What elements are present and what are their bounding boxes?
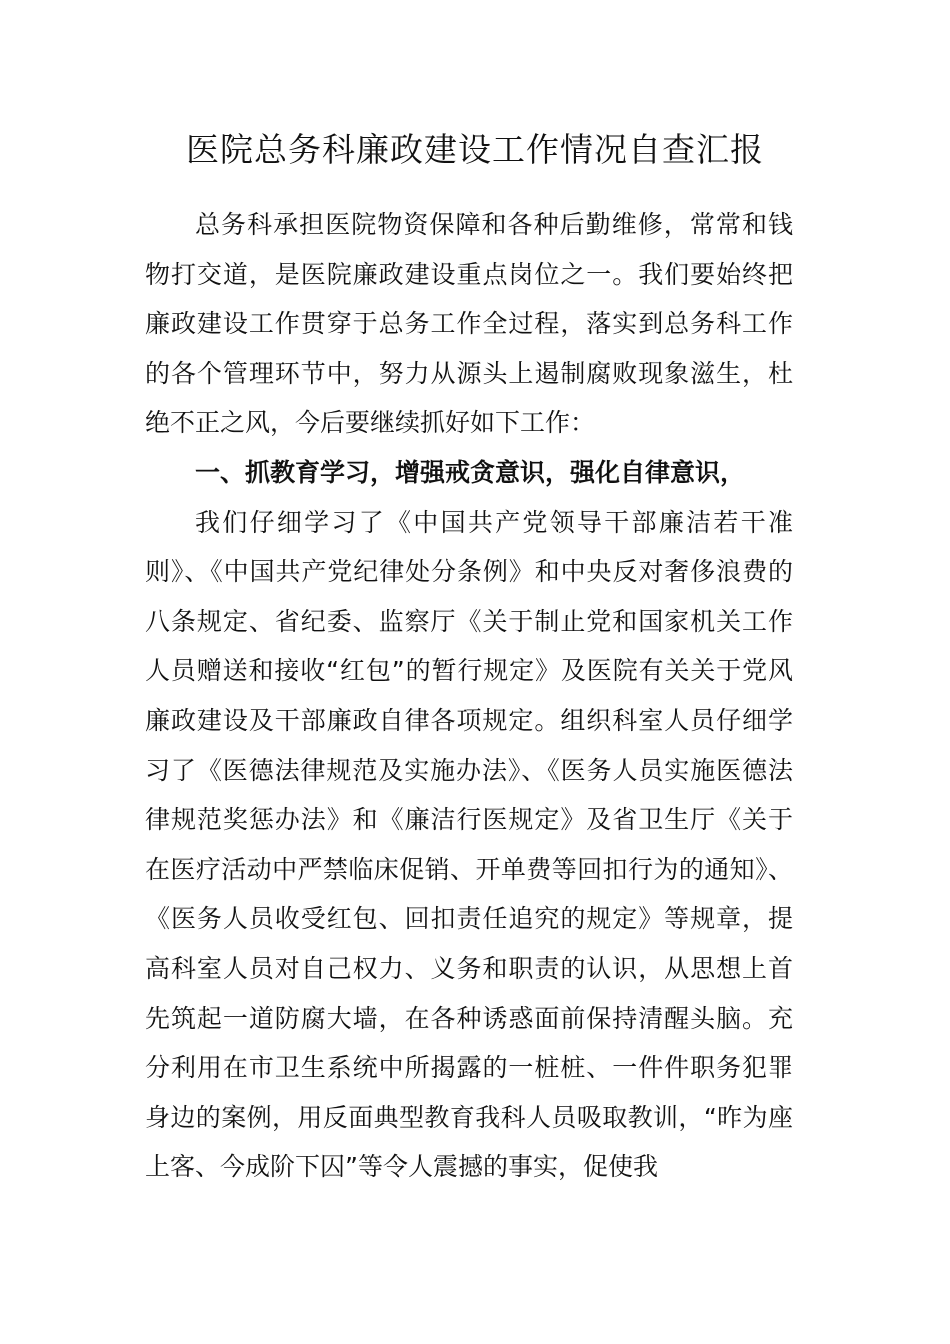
document-body [145, 200, 793, 1192]
paragraph-section-1: 我们仔细学习了《中国共产党领导干部廉洁若干准则》、《中国共产党纪律处分条例》和中央反对奢侈浪费的八条规定、省纪委、监察厅《关于制止党和国家机关工作人员赠送和接收“红包”的暂行规定》及医院有关关于党风廉政建设及干部廉政自律各项规定。组织科室人员仔细学习了《医德法律规范及实施办法》、《医务人员实施医德法律规范奖惩办法》和《廉洁行医规定》及省卫生厅《关于在医疗活动中严禁临床促销、开单费等回扣行为的通知》、《医务人员收受红包、回扣责任追究的规定》等规章，提高科室人员对自己权力、义务和职责的认识，从思想上首先筑起一道防腐大墙，在各种诱惑面前保持清醒头脑。充分利用在市卫生系统中所揭露的一桩桩、一件件职务犯罪身边的案例，用反面典型教育我科人员吸取教训，“昨为座上客、今成阶下囚”等令人震撼的事实，促使我 [145, 507, 793, 1182]
section-heading-1: 一、抓教育学习，增强戒贪意识，强化自律意识， [195, 457, 746, 487]
paragraph-intro: 总务科承担医院物资保障和各种后勤维修，常常和钱物打交道，是医院廉政建设重点岗位之一。我们要始终把廉政建设工作贯穿于总务工作全过程，落实到总务科工作的各个管理环节中，努力从源头上遏制腐败现象滋生，杜绝不正之风，今后要继续抓好如下工作： [145, 210, 793, 438]
document-title: 医院总务科廉政建设工作情况自查汇报 [186, 130, 764, 169]
